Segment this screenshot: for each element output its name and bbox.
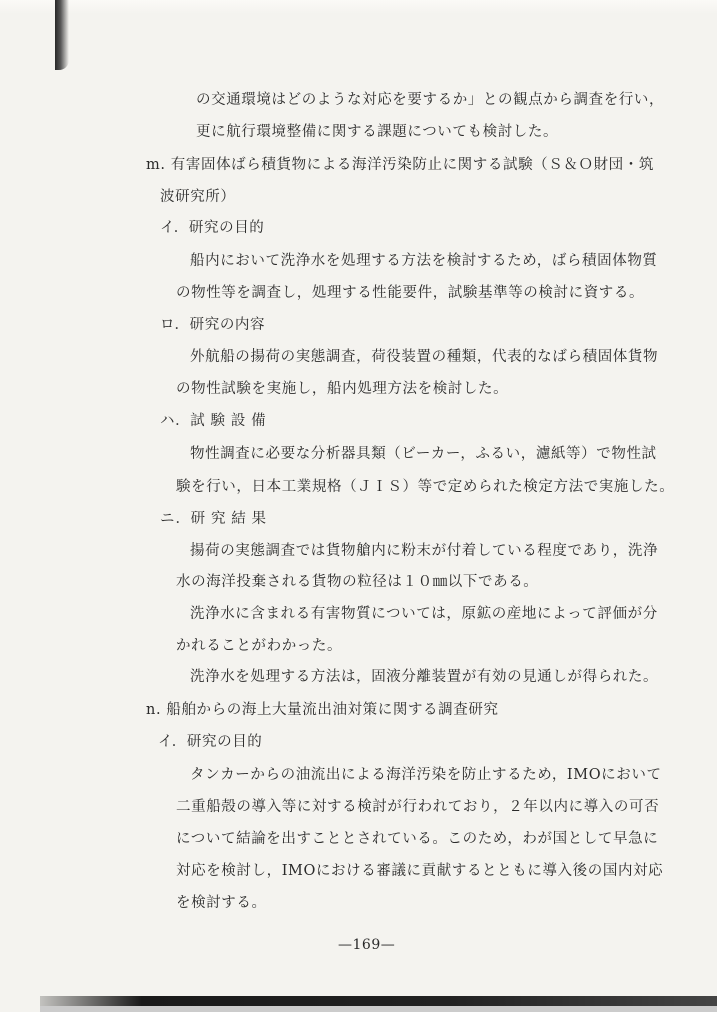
body-line: 物性調査に必要な分析器具類（ビーカー，ふるい，濾紙等）で物性試 [190, 446, 657, 462]
body-line: タンカーからの油流出による海洋汚染を防止するため，IMOにおいて [190, 767, 662, 783]
section-heading-m: m. 有害固体ばら積貨物による海洋汚染防止に関する試験（Ｓ＆Ｏ財団・筑 [146, 157, 654, 173]
body-line: 水の海洋投棄される貨物の粒径は１０㎜以下である。 [176, 574, 539, 590]
body-line: 船内において洗浄水を処理する方法を検討するため，ばら積固体物質 [190, 253, 658, 269]
subsection-heading: イ．研究の目的 [160, 220, 265, 236]
subsection-heading: イ．研究の目的 [158, 734, 263, 750]
binding-shadow [55, 0, 69, 70]
section-heading-n: n. 船舶からの海上大量流出油対策に関する調査研究 [146, 702, 499, 718]
body-line: 洗浄水に含まれる有害物質については，原鉱の産地によって評価が分 [190, 606, 658, 622]
body-line: 二重船殻の導入等に対する検討が行われており，２年以内に導入の可否 [176, 799, 660, 815]
subsection-heading: ニ．研 究 結 果 [160, 511, 267, 527]
body-line: かれることがわかった。 [176, 638, 343, 654]
body-line: を検討する。 [176, 895, 267, 911]
body-line: 洗浄水を処理する方法は，固液分離装置が有効の見通しが得られた。 [190, 669, 659, 685]
body-line: 験を行い，日本工業規格（ＪＩＳ）等で定められた検定方法で実施した。 [176, 479, 675, 495]
page-number: —169— [338, 937, 396, 953]
body-line: の物性試験を実施し，船内処理方法を検討した。 [176, 381, 509, 397]
body-line: の物性等を調査し，処理する性能要件，試験基準等の検討に資する。 [176, 285, 645, 301]
subsection-heading: ハ．試 験 設 備 [160, 413, 267, 429]
body-line: 外航船の揚荷の実態調査，荷役装置の種類，代表的なばら積固体貨物 [190, 349, 659, 365]
subsection-heading: ロ．研究の内容 [160, 317, 266, 333]
body-line: の交通環境はどのような対応を要するか」との観点から調査を行い， [196, 92, 665, 108]
page-bottom-shadow [40, 1006, 717, 1012]
body-line: 対応を検討し，IMOにおける審議に貢献するとともに導入後の国内対応 [176, 863, 664, 879]
body-line: 波研究所） [160, 189, 236, 205]
page-bottom-edge [40, 996, 717, 1006]
body-line: 揚荷の実態調査では貨物艙内に粉末が付着している程度であり，洗浄 [190, 543, 659, 559]
page-top-edge [0, 0, 717, 14]
body-line: 更に航行環境整備に関する課題についても検討した。 [196, 124, 559, 140]
body-line: について結論を出すこととされている。このため，わが国として早急に [176, 831, 659, 847]
